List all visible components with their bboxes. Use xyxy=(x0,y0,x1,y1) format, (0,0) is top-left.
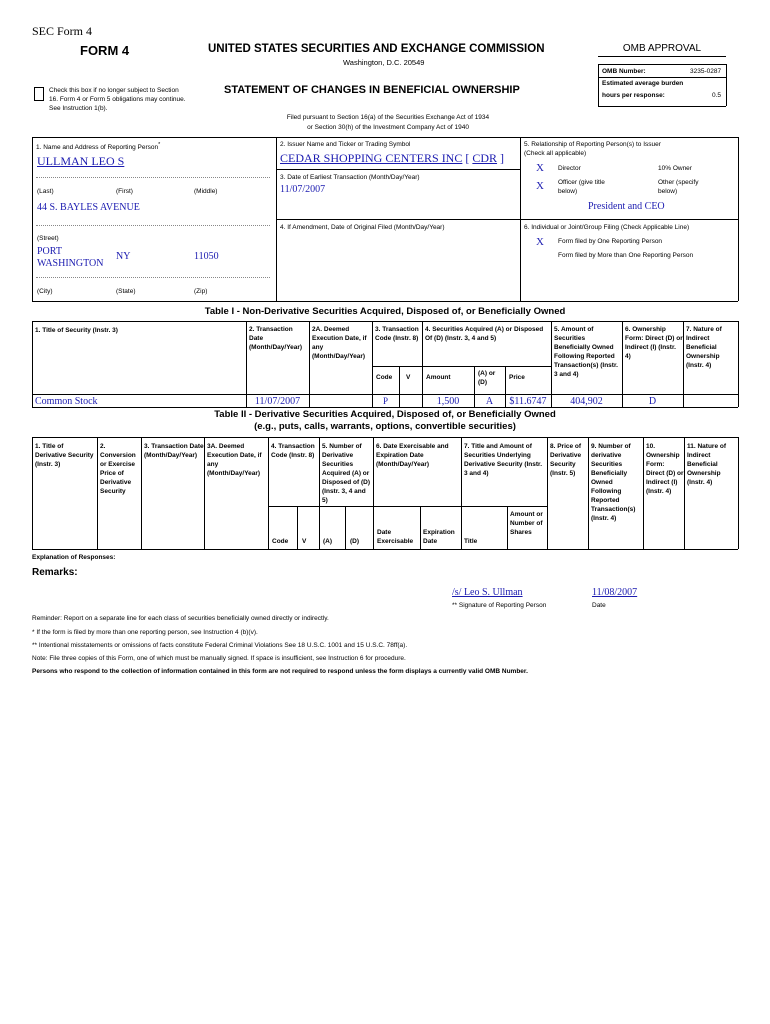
issuer-name-ticker[interactable]: CEDAR SHOPPING CENTERS INC [ CDR ] xyxy=(280,151,505,165)
issuer-label: 2. Issuer Name and Ticker or Trading Symbol xyxy=(280,141,411,148)
officer-label: Officer (give title below) xyxy=(558,179,605,195)
city-label: (City) xyxy=(37,288,53,295)
city-value: PORT WASHINGTON xyxy=(37,246,104,269)
t1-col-nature: 7. Nature of Indirect Beneficial Ownership (Instr. 4) xyxy=(686,326,722,369)
t1-subcol-a-or-d: (A) or (D) xyxy=(478,370,496,386)
first-label: (First) xyxy=(116,188,133,195)
t1-subcol-amount: Amount xyxy=(426,374,451,381)
one-reporting-person-label: Form filed by One Reporting Person xyxy=(558,238,663,245)
t2-subcol-a: (A) xyxy=(323,538,333,545)
t2-col-conversion: 2. Conversion or Exercise Price of Derivative Security xyxy=(100,443,136,495)
t1-subcol-price: Price xyxy=(509,374,525,381)
footnote-multiple-persons: * If the form is filed by more than one reporting person, see Instruction 4 (b)(v). xyxy=(32,629,258,636)
table-2-title: Table II - Derivative Securities Acquired, Disposed of, or Beneficially Owned xyxy=(214,409,556,420)
t1-subcol-code: Code xyxy=(376,374,393,381)
middle-label: (Middle) xyxy=(194,188,218,195)
signature-name: /s/ Leo S. Ullman xyxy=(452,587,523,598)
no-longer-subject-checkbox[interactable] xyxy=(34,87,44,101)
last-label: (Last) xyxy=(37,188,54,195)
t2-col-exercisable: 6. Date Exercisable and Expiration Date (Month/Day/Year) xyxy=(376,443,449,468)
table-row-a-or-d: A xyxy=(485,396,494,407)
earliest-transaction-label: 3. Date of Earliest Transaction (Month/Day/Year) xyxy=(280,174,420,181)
t2-subcol-code: Code xyxy=(272,538,289,545)
officer-title: President and CEO xyxy=(588,201,665,212)
reporting-person-label: 1. Name and Address of Reporting Person* xyxy=(36,142,161,152)
signature-date-label: Date xyxy=(592,602,606,609)
table-row-amount: 1,500 xyxy=(436,396,460,407)
t1-col-code: 3. Transaction Code (Instr. 8) xyxy=(375,326,419,342)
omb-hours: 0.5 xyxy=(712,92,722,99)
ticker-symbol: CDR xyxy=(472,151,498,165)
statement-title: STATEMENT OF CHANGES IN BENEFICIAL OWNERSHIP xyxy=(224,84,520,96)
director-label: Director xyxy=(558,165,581,172)
street-address: 44 S. BAYLES AVENUE xyxy=(37,202,140,213)
t1-col-ownership-form: 6. Ownership Form: Direct (D) or Indirect (I) (Instr. 4) xyxy=(625,326,683,360)
t2-col-price: 8. Price of Derivative Security (Instr. 5) xyxy=(550,443,582,477)
omb-number-label: OMB Number: xyxy=(602,68,646,75)
t2-col-code: 4. Transaction Code (Instr. 8) xyxy=(271,443,315,459)
table-row-code: P xyxy=(382,396,388,406)
filed-pursuant-line-1: Filed pursuant to Section 16(a) of the Securities Exchange Act of 1934 xyxy=(286,114,490,121)
earliest-transaction-date: 11/07/2007 xyxy=(280,184,326,195)
officer-mark[interactable]: X xyxy=(536,180,544,192)
table-row-ownership-form: D xyxy=(648,396,657,407)
t1-col-acquired: 4. Securities Acquired (A) or Disposed Of (D) (Instr. 3, 4 and 5) xyxy=(425,326,544,342)
t2-col-number: 5. Number of Derivative Securities Acquired (A) or Disposed of (D) (Instr. 3, 4 and 5) xyxy=(322,443,371,504)
omb-approval-label: OMB APPROVAL xyxy=(622,43,702,54)
amendment-label: 4. If Amendment, Date of Original Filed (Month/Day/Year) xyxy=(280,224,445,231)
t1-col-amount-owned: 5. Amount of Securities Beneficially Owned Following Reported Transaction(s) (Instr. 3 and 4) xyxy=(554,326,618,378)
t2-col-number-owned: 9. Number of derivative Securities Beneficially Owned Following Reported Transaction(s) (Instr. 4) xyxy=(591,443,636,522)
t1-col-date: 2. Transaction Date (Month/Day/Year) xyxy=(249,326,303,351)
table-1-title: Table I - Non-Derivative Securities Acquired, Disposed of, or Beneficially Owned xyxy=(204,306,566,317)
state-label: (State) xyxy=(116,288,136,295)
t2-col-nature: 11. Nature of Indirect Beneficial Ownership (Instr. 4) xyxy=(687,443,727,486)
omb-number: 3235-0287 xyxy=(690,68,722,75)
footnote-violations: ** Intentional misstatements or omissions of facts constitute Federal Criminal Violations See 18 U.S.C. 1001 and 15 U.S.C. 78ff(a). xyxy=(32,642,408,649)
other-label: Other (specify below) xyxy=(658,179,699,195)
street-label: (Street) xyxy=(37,235,59,242)
t2-col-underlying: 7. Title and Amount of Securities Underlying Derivative Security (Instr. 3 and 4) xyxy=(464,443,543,477)
checkbox-instructions: Check this box if no longer subject to Section 16. Form 4 or Form 5 obligations may continue. See Instruction 1(b). xyxy=(49,87,186,112)
t1-subcol-v: V xyxy=(406,374,411,381)
t2-col-deemed: 3A. Deemed Execution Date, if any (Month/Day/Year) xyxy=(207,443,262,477)
table-2-subtitle: (e.g., puts, calls, warrants, options, convertible securities) xyxy=(254,421,516,432)
t2-col-transaction-date: 3. Transaction Date (Month/Day/Year) xyxy=(144,443,204,459)
table-row-amount-owned: 404,902 xyxy=(570,396,603,407)
remarks-label: Remarks: xyxy=(32,567,78,578)
omb-hours-label: hours per response: xyxy=(602,92,665,99)
table-row-price: $11.6747 xyxy=(509,396,547,407)
director-mark[interactable]: X xyxy=(536,162,544,174)
reporting-person-name[interactable]: ULLMAN LEO S xyxy=(37,154,125,168)
t2-subcol-title: Title xyxy=(464,538,478,545)
omb-burden-label: Estimated average burden xyxy=(602,80,684,87)
agency-name: UNITED STATES SECURITIES AND EXCHANGE COMMISSION xyxy=(208,43,545,55)
t1-col-deemed: 2A. Deemed Execution Date, if any (Month/Day/Year) xyxy=(312,326,367,360)
signature-label: ** Signature of Reporting Person xyxy=(452,602,547,609)
footnote-copies: Note: File three copies of this Form, one of which must be manually signed. If space is insufficient, see Instruction 6 for procedure. xyxy=(32,655,406,662)
filing-type-label: 6. Individual or Joint/Group Filing (Check Applicable Line) xyxy=(524,224,690,231)
signature-date: 11/08/2007 xyxy=(592,587,638,598)
t2-subcol-expiration: Expiration Date xyxy=(423,529,455,545)
t2-col-ownership-form: 10. Ownership Form: Direct (D) or Indirect (I) (Instr. 4) xyxy=(646,443,684,495)
filed-pursuant-line-2: or Section 30(h) of the Investment Company Act of 1940 xyxy=(307,124,469,131)
t2-subcol-date-exercisable: Date Exercisable xyxy=(377,529,414,545)
t2-col-title: 1. Title of Derivative Security (Instr. 3) xyxy=(35,443,94,468)
t2-subcol-v: V xyxy=(302,538,307,545)
footnote-reminder: Reminder: Report on a separate line for each class of securities beneficially owned directly or indirectly. xyxy=(32,615,329,622)
relationship-label: 5. Relationship of Reporting Person(s) to Issuer xyxy=(524,141,661,148)
omb-approval-box xyxy=(598,43,726,54)
zip-label: (Zip) xyxy=(194,288,208,295)
document-title: SEC Form 4 xyxy=(32,24,93,38)
form-label: FORM 4 xyxy=(80,43,130,58)
zip-value: 11050 xyxy=(194,251,219,262)
explanation-label: Explanation of Responses: xyxy=(32,554,116,561)
t1-col-title: 1. Title of Security (Instr. 3) xyxy=(35,327,118,334)
ten-percent-owner-label: 10% Owner xyxy=(658,165,692,172)
state-value: NY xyxy=(116,251,131,262)
agency-city: Washington, D.C. 20549 xyxy=(343,58,425,67)
more-reporting-persons-label: Form filed by More than One Reporting Person xyxy=(558,252,694,259)
omb-final-note: Persons who respond to the collection of information contained in this form are not required to respond unless the form displays a currently valid OMB Number. xyxy=(32,668,528,675)
t2-subcol-amount-shares: Amount or Number of Shares xyxy=(510,511,543,536)
one-reporting-person-mark[interactable]: X xyxy=(536,236,544,248)
table-row-security-title: Common Stock xyxy=(35,396,98,407)
table-row-transaction-date: 11/07/2007 xyxy=(254,396,301,407)
relationship-check-label: (Check all applicable) xyxy=(524,150,587,157)
t2-subcol-d: (D) xyxy=(350,538,360,545)
